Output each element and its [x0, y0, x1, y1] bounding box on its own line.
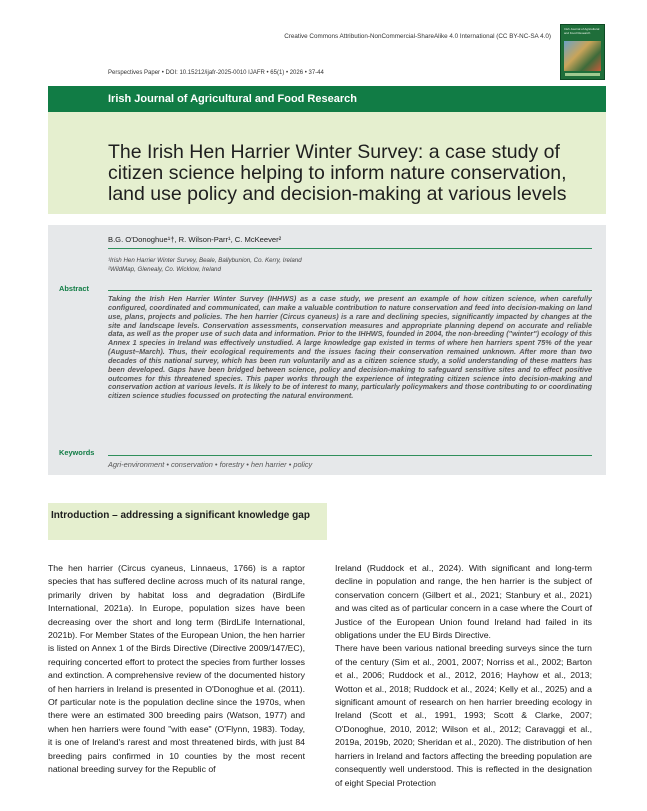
body-paragraph: There have been various national breeding surveys since the turn of the century (Sim et al., 2001, 2007; Norriss et al., 2002; Barton et al., 2006; Ruddock et al., 2012, 2016; Hayhow et al., 2013; Wotton et al., 2018; Ruddock et al., 2024; Kelly et al., 2025) and a significant amount of research on hen harrier breeding ecology in Ireland (Scott et al., 1991, 1993; Scott & Clarke, 2007; O'Donoghue, 2010, 2012; Wilson et al., 2012; Caravaggi et al., 2019a, 2019b, 2020; Sheridan et al., 2020). The distribution of hen harriers in Ireland and factors affecting the breeding population are consequently well understood. This is reflected in the designation of eight Special Protection [335, 643, 592, 788]
author-divider [108, 248, 592, 249]
abstract-divider [108, 290, 592, 291]
affiliation-2: ²WildMap, Glenealy, Co. Wicklow, Ireland [108, 266, 221, 273]
keywords-divider [108, 455, 592, 456]
affiliation-1: ¹Irish Hen Harrier Winter Survey, Beale, Ballybunion, Co. Kerry, Ireland [108, 257, 302, 264]
article-title: The Irish Hen Harrier Winter Survey: a case study of citizen science helping to inform nature conservation, land use policy and decision-making at various levels [108, 141, 567, 205]
body-column-left [48, 562, 305, 777]
article-meta: Perspectives Paper • DOI: 10.15212/ijafr-2025-0010 IJAFR • 65(1) • 2026 • 37-44 [108, 70, 324, 76]
cover-image [564, 41, 601, 71]
journal-cover-thumbnail [560, 24, 605, 80]
abstract-label: Abstract [59, 284, 89, 293]
keywords-list: Agri-environment • conservation • forestry • hen harrier • policy [108, 460, 313, 469]
cover-title: Irish Journal of Agricultural and Food Research [564, 27, 600, 35]
section-heading: Introduction – addressing a significant knowledge gap [51, 510, 310, 521]
cover-stripe [565, 73, 600, 76]
body-column-right [335, 562, 592, 790]
body-paragraph: Ireland (Ruddock et al., 2024). With significant and long-term decline in population and range, the hen harrier is the subject of conservation concern (Gilbert et al., 2021; Stanbury et al., 2021) and was cited as of particular concern in a case where the Court of Justice of the European Union found Ireland had failed in its obligations under the EU Birds Directive. [335, 563, 592, 641]
keywords-label: Keywords [59, 448, 95, 457]
abstract-text: Taking the Irish Hen Harrier Winter Survey (IHHWS) as a case study, we present an example of how citizen science, when carefully configured, coordinated and communicated, can make a valuable contribution to nature conservation and feed into decision-making on land use, plans, projects and policies. The hen harrier (Circus cyaneus) is a rare and declining species, significantly impacted by changes at the site and landscape levels. Conservation assessments, conservation measures and appropriate planning depend on accurate and reliable data, as well as the proper use of such data and information. Prior to the IHHWS, founded in 2004, the non-breeding ("winter") ecology of this Annex 1 species in Ireland was effectively unstudied. A large knowledge gap existed in terms of where hen harriers spent 75% of the year (August–March). Thus, their ecological requirements and the issues facing their conservation remained unknown. After more than two decades of this national survey, which has been run voluntarily and as a citizen science study, a solid understanding of these matters has been developed. Gaps have been bridged between science, policy and decision-making to safeguard sensitive sites and to effect positive outcomes for this threatened species. This paper works through the experience of integrating citizen science into decision-making and conservation action at various levels. It is likely to be of interest to many, particularly policymakers and those contributing to or coordinating citizen science studies focussed on protecting the natural environment. [108, 294, 592, 401]
journal-name: Irish Journal of Agricultural and Food Research [108, 93, 357, 105]
license-text: Creative Commons Attribution-NonCommercial-ShareAlike 4.0 International (CC BY-NC-SA 4.0) [284, 33, 551, 40]
author-list: B.G. O'Donoghue¹†, R. Wilson-Parr¹, C. McKeever² [108, 235, 282, 244]
body-paragraph: The hen harrier (Circus cyaneus, Linnaeus, 1766) is a raptor species that has suffered decline across much of its natural range, primarily driven by habitat loss and degradation (BirdLife International, 2021a). In Europe, population sizes have been decreasing over the short and long term (BirdLife International, 2021b). For Member States of the European Union, the hen harrier is listed on Annex 1 of the Birds Directive (Directive 2009/147/EC), requiring concerted effort to protect the species from further losses and extinction. A comprehensive review of the documented history of hen harriers in Ireland is presented in O'Donoghue et al. (2011). Of particular note is the population decline since the 1970s, when there were an estimated 300 breeding pairs (Watson, 1977) and when hen harriers were found "with ease" (O'Flynn, 1983). Today, it is one of Ireland's rarest and most threatened birds, with just 84 breeding pairs confirmed in 10 counties by the most recent national breeding survey for the Republic of [48, 563, 305, 775]
